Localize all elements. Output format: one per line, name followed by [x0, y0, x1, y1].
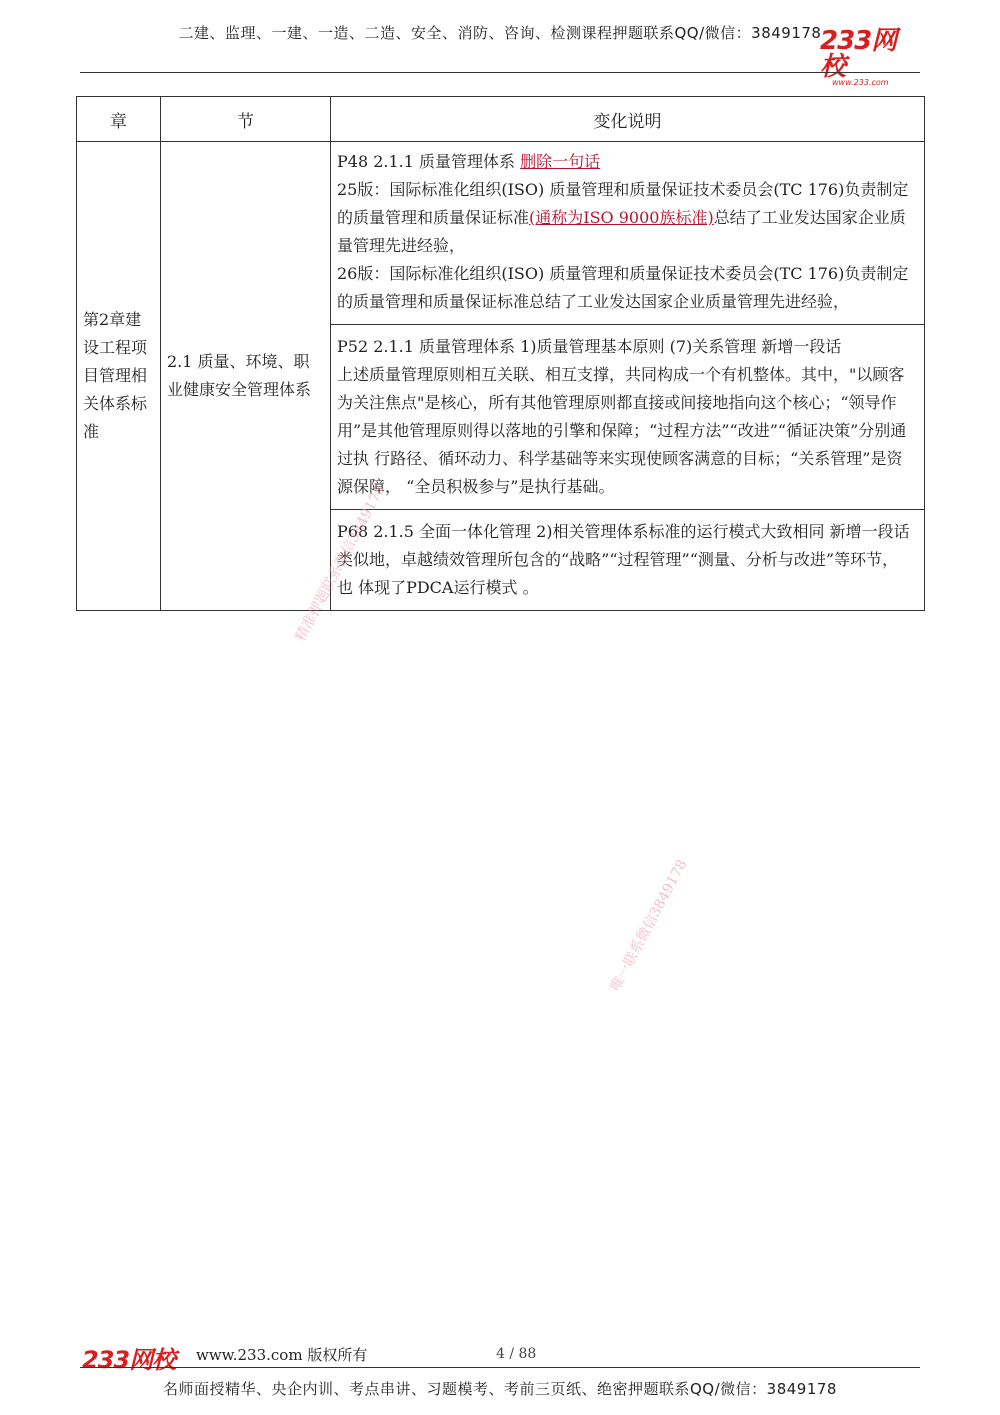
change-item-2 [337, 333, 918, 501]
deleted-phrase: (通称为ISO 9000族标准) [529, 208, 714, 227]
footer-divider [80, 1367, 920, 1368]
footer-promo-text: 名师面授精华、央企内训、考点串讲、习题模考、考前三页纸、绝密押题联系QQ/微信：3849178 [163, 1380, 837, 1398]
change-item-body: 类似地，卓越绩效管理所包含的“战略”“过程管理”“测量、分析与改进”等环节， 也 体现了PDCA运行模式 。 [337, 550, 899, 597]
table-header-row [77, 97, 925, 142]
header-promo-text: 二建、监理、一建、一造、二造、安全、消防、咨询、检测课程押题联系QQ/微信：3849178 [178, 24, 822, 42]
change-divider [331, 509, 924, 510]
table-row [77, 142, 925, 611]
delete-sentence-link[interactable]: 删除一句话 [520, 152, 601, 171]
column-header-chapter: 章 [77, 97, 161, 142]
change-item-title-text: P48 2.1.1 质量管理体系 [337, 152, 521, 171]
change-item-title [337, 148, 918, 176]
change-item-3 [337, 518, 918, 602]
change-item-title: P68 2.1.5 全面一体化管理 2)相关管理体系标准的运行模式大致相同 新增一段话 [337, 522, 910, 541]
change-divider [331, 324, 924, 325]
change-item-title: P52 2.1.1 质量管理体系 1)质量管理基本原则 (7)关系管理 新增一段话 [337, 337, 842, 356]
footer-logo: 233网校 [82, 1346, 176, 1374]
v25-suffix: 总结了工业发达国家企业质量管理先进经验， [337, 208, 906, 255]
chapter-cell: 第2章建设工程项目管理相关体系标准 [77, 142, 161, 611]
change-item-body: 上述质量管理原则相互关联、相互支撑，共同构成一个有机整体。其中，"以顾客 为关注焦点"是核心，所有其他管理原则都直接或间接地指向这个核心；“领导作用”是其他管理原则得以落地的引擎和保障；“过程方法”“改进”“循证决策”分别通过执 行路径、循环动力、科学基础等来实现使顾客满意的目标；“关系管理”是资源保障， “全员积极参与”是执行基础。 [337, 365, 907, 496]
v25-prefix: 25版：国际标准化组织(ISO) 质量管理和质量保证技术委员会(TC 176)负责制定的质量管理和质量保证标准 [337, 180, 909, 227]
footer-copyright: www.233.com 版权所有 [196, 1346, 368, 1364]
version-25-text [337, 176, 918, 260]
section-cell: 2.1 质量、环境、职业健康安全管理体系 [161, 142, 331, 611]
brand-logo-text: 233网校 [820, 26, 897, 82]
page-number: 4 / 88 [496, 1346, 537, 1362]
brand-logo-top [820, 26, 920, 87]
change-item-1 [337, 148, 918, 316]
version-26-text: 26版：国际标准化组织(ISO) 质量管理和质量保证技术委员会(TC 176)负责制定的质量管理和质量保证标准总结了工业发达国家企业质量管理先进经验， [337, 264, 909, 311]
column-header-section: 节 [161, 97, 331, 142]
change-table [76, 96, 925, 611]
brand-logo-url: www.233.com [832, 78, 889, 87]
change-cell [331, 142, 925, 611]
column-header-change: 变化说明 [331, 97, 925, 142]
header-divider [80, 72, 920, 73]
watermark-right: 唯一联系微信3849178 [607, 857, 691, 994]
watermark-left: 精准押题联系微信3849178 [292, 482, 389, 644]
